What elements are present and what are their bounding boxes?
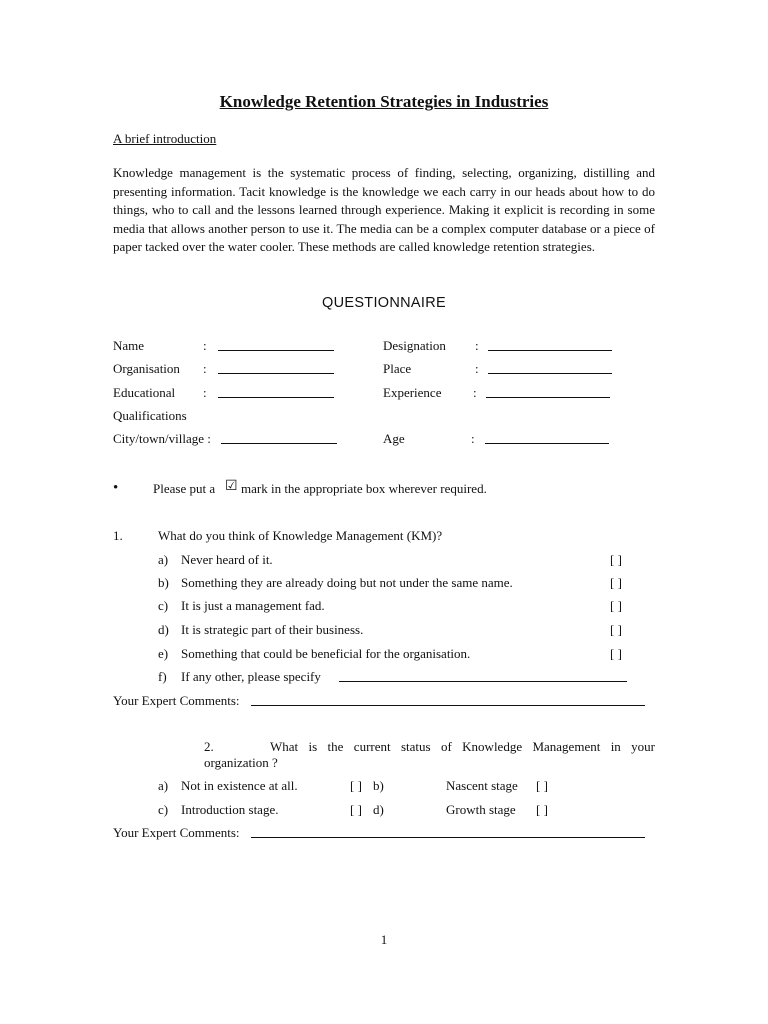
q1-option-c-letter: c) bbox=[158, 598, 169, 613]
q2-option-c-letter: c) bbox=[158, 802, 169, 817]
q1-option-e-checkbox[interactable]: [ ] bbox=[610, 646, 622, 661]
q1-option-e-letter: e) bbox=[158, 646, 169, 661]
organisation-label: Organisation bbox=[113, 361, 180, 376]
q1-other-field[interactable] bbox=[339, 669, 627, 682]
name-label: Name bbox=[113, 338, 145, 353]
q1-option-b-checkbox[interactable]: [ ] bbox=[610, 575, 622, 590]
q1-text: What do you think of Knowledge Management (KM)? bbox=[158, 528, 443, 543]
city-label: City/town/village : bbox=[113, 431, 211, 446]
name-colon: : bbox=[203, 338, 207, 353]
instruction-text-end: mark in the appropriate box wherever required. bbox=[241, 481, 487, 496]
experience-field[interactable] bbox=[486, 385, 610, 398]
educational-label: Educational bbox=[113, 385, 176, 400]
q1-option-b-text: Something they are already doing but not under the same name. bbox=[181, 575, 513, 590]
experience-colon: : bbox=[473, 385, 477, 400]
q1-option-c-text: It is just a management fad. bbox=[181, 598, 325, 613]
questionnaire-heading: QUESTIONNAIRE bbox=[322, 295, 446, 311]
q2-number: 2. bbox=[204, 739, 214, 754]
q1-number: 1. bbox=[113, 528, 123, 543]
designation-label: Designation bbox=[383, 338, 446, 353]
q2-text-line1: What is the current status of Knowledge Management in your bbox=[270, 739, 655, 754]
q2-option-c-checkbox[interactable]: [ ] bbox=[350, 802, 362, 817]
q1-option-f-letter: f) bbox=[158, 669, 167, 684]
place-field[interactable] bbox=[488, 361, 612, 374]
q2-option-d-checkbox[interactable]: [ ] bbox=[536, 802, 548, 817]
organisation-colon: : bbox=[203, 361, 207, 376]
page-number: 1 bbox=[380, 932, 388, 947]
q2-option-c-text: Introduction stage. bbox=[181, 802, 279, 817]
q2-option-d-letter: d) bbox=[373, 802, 384, 817]
q1-option-d-text: It is strategic part of their business. bbox=[181, 622, 364, 637]
age-label: Age bbox=[383, 431, 405, 446]
name-field[interactable] bbox=[218, 338, 334, 351]
q1-option-d-checkbox[interactable]: [ ] bbox=[610, 622, 622, 637]
q1-other-label: If any other, please specify bbox=[181, 669, 321, 684]
q1-option-a-checkbox[interactable]: [ ] bbox=[610, 552, 622, 567]
intro-heading: A brief introduction bbox=[113, 131, 217, 146]
designation-colon: : bbox=[475, 338, 479, 353]
q2-option-a-letter: a) bbox=[158, 778, 169, 793]
checkmark-box-icon: ☑ bbox=[225, 478, 238, 494]
age-colon: : bbox=[471, 431, 475, 446]
q1-comments-label: Your Expert Comments: bbox=[113, 693, 240, 708]
q2-option-d-text: Growth stage bbox=[446, 802, 516, 817]
q2-option-a-checkbox[interactable]: [ ] bbox=[350, 778, 362, 793]
organisation-field[interactable] bbox=[218, 361, 334, 374]
q2-option-b-checkbox[interactable]: [ ] bbox=[536, 778, 548, 793]
city-field[interactable] bbox=[221, 431, 337, 444]
q1-option-a-text: Never heard of it. bbox=[181, 552, 273, 567]
q1-comments-field[interactable] bbox=[251, 693, 645, 706]
instruction-text-start: Please put a bbox=[153, 481, 216, 496]
q2-option-b-letter: b) bbox=[373, 778, 384, 793]
document-title: Knowledge Retention Strategies in Industries bbox=[219, 92, 549, 111]
intro-paragraph: Knowledge management is the systematic process of finding, selecting, organizing, distilling and presenting information. Tacit knowledge is the knowledge we each carry in our heads about how to do things, who to call and the lessons learned through experience. Making it explicit is recording in some media that allows another person to use it. The media can be a complex computer database or a piece of paper tacked over the water cooler. These methods are called knowledge retention strategies. bbox=[113, 165, 655, 255]
q2-text-line2: organization ? bbox=[204, 755, 278, 770]
experience-label: Experience bbox=[383, 385, 442, 400]
place-colon: : bbox=[475, 361, 479, 376]
designation-field[interactable] bbox=[488, 338, 612, 351]
q1-option-a-letter: a) bbox=[158, 552, 169, 567]
q1-option-e-text: Something that could be beneficial for the organisation. bbox=[181, 646, 471, 661]
q1-option-c-checkbox[interactable]: [ ] bbox=[610, 598, 622, 613]
q1-option-b-letter: b) bbox=[158, 575, 169, 590]
q2-comments-field[interactable] bbox=[251, 825, 645, 838]
q1-option-d-letter: d) bbox=[158, 622, 169, 637]
q2-option-b-text: Nascent stage bbox=[446, 778, 518, 793]
q2-option-a-text: Not in existence at all. bbox=[181, 778, 298, 793]
qualifications-label: Qualifications bbox=[113, 408, 187, 423]
educational-field[interactable] bbox=[218, 385, 334, 398]
q2-comments-label: Your Expert Comments: bbox=[113, 825, 240, 840]
age-field[interactable] bbox=[485, 431, 609, 444]
educational-colon: : bbox=[203, 385, 207, 400]
instruction-bullet: • bbox=[113, 480, 119, 496]
place-label: Place bbox=[383, 361, 412, 376]
